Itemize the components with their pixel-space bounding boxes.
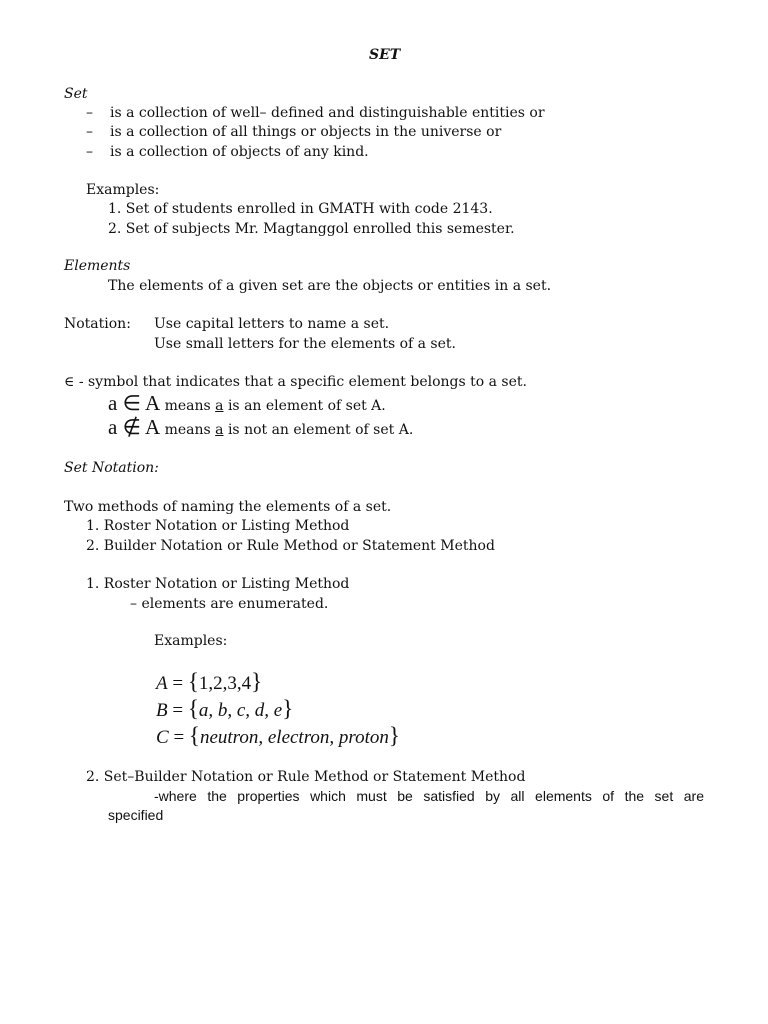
set-name: C bbox=[156, 727, 169, 748]
roster-equation: A = {1,2,3,4} bbox=[156, 669, 263, 694]
set-def-dash: – bbox=[86, 144, 93, 160]
notation-line: Use capital letters to name a set. bbox=[154, 316, 390, 332]
element-of-statement bbox=[108, 391, 386, 415]
method-item: 2. Builder Notation or Rule Method or Statement Method bbox=[86, 538, 495, 554]
elements-text: The elements of a given set are the objects or entities in a set. bbox=[108, 278, 552, 294]
builder-desc-line: -where the properties which must be satisfied by all elements of the set are bbox=[154, 788, 704, 804]
roster-heading: 1. Roster Notation or Listing Method bbox=[86, 576, 350, 592]
roster-examples-label: Examples: bbox=[154, 633, 228, 649]
not-element-of-statement bbox=[108, 415, 414, 439]
notation-line: Use small letters for the elements of a set. bbox=[154, 336, 456, 352]
set-def-line: is a collection of all things or objects in the universe or bbox=[110, 124, 502, 140]
set-def-dash: – bbox=[86, 124, 93, 140]
membership-symbol-line: ∈ - symbol that indicates that a specific element belongs to a set. bbox=[64, 374, 527, 390]
set-heading: Set bbox=[64, 86, 88, 102]
roster-desc: – elements are enumerated. bbox=[130, 596, 329, 612]
element-a: a bbox=[215, 398, 224, 414]
examples-label: Examples: bbox=[86, 182, 160, 198]
not-element-of-expression: a ∉ A bbox=[108, 415, 161, 439]
roster-equation: C = {neutron, electron, proton} bbox=[156, 723, 400, 748]
builder-heading: 2. Set–Builder Notation or Rule Method or Statement Method bbox=[86, 769, 526, 785]
element-of-expression: a ∈ A bbox=[108, 391, 161, 415]
not-element-of-rest: is not an element of set A. bbox=[227, 422, 414, 438]
notation-label: Notation: bbox=[64, 316, 131, 332]
means-word: means bbox=[164, 422, 211, 438]
set-name: A bbox=[156, 673, 168, 694]
method-item: 1. Roster Notation or Listing Method bbox=[86, 518, 350, 534]
page-title: SET bbox=[369, 47, 401, 63]
means-word: means bbox=[164, 398, 211, 414]
elements-heading: Elements bbox=[64, 258, 131, 274]
element-of-rest: is an element of set A. bbox=[227, 398, 386, 414]
example-item: 1. Set of students enrolled in GMATH with code 2143. bbox=[108, 201, 493, 217]
element-a: a bbox=[215, 422, 224, 438]
set-def-line: is a collection of well– defined and distinguishable entities or bbox=[110, 105, 545, 121]
set-members: neutron, electron, proton bbox=[199, 727, 389, 748]
builder-desc-line: specified bbox=[108, 807, 164, 823]
example-item: 2. Set of subjects Mr. Magtanggol enrolled this semester. bbox=[108, 221, 515, 237]
roster-equation: B = {a, b, c, d, e} bbox=[156, 696, 294, 721]
set-def-dash: – bbox=[86, 105, 93, 121]
set-def-line: is a collection of objects of any kind. bbox=[110, 144, 369, 160]
set-notation-heading: Set Notation: bbox=[64, 460, 159, 476]
set-members: 1,2,3,4 bbox=[198, 673, 252, 694]
methods-intro: Two methods of naming the elements of a set. bbox=[64, 499, 392, 515]
set-members: a, b, c, d, e bbox=[198, 700, 283, 721]
set-name: B bbox=[156, 700, 168, 721]
